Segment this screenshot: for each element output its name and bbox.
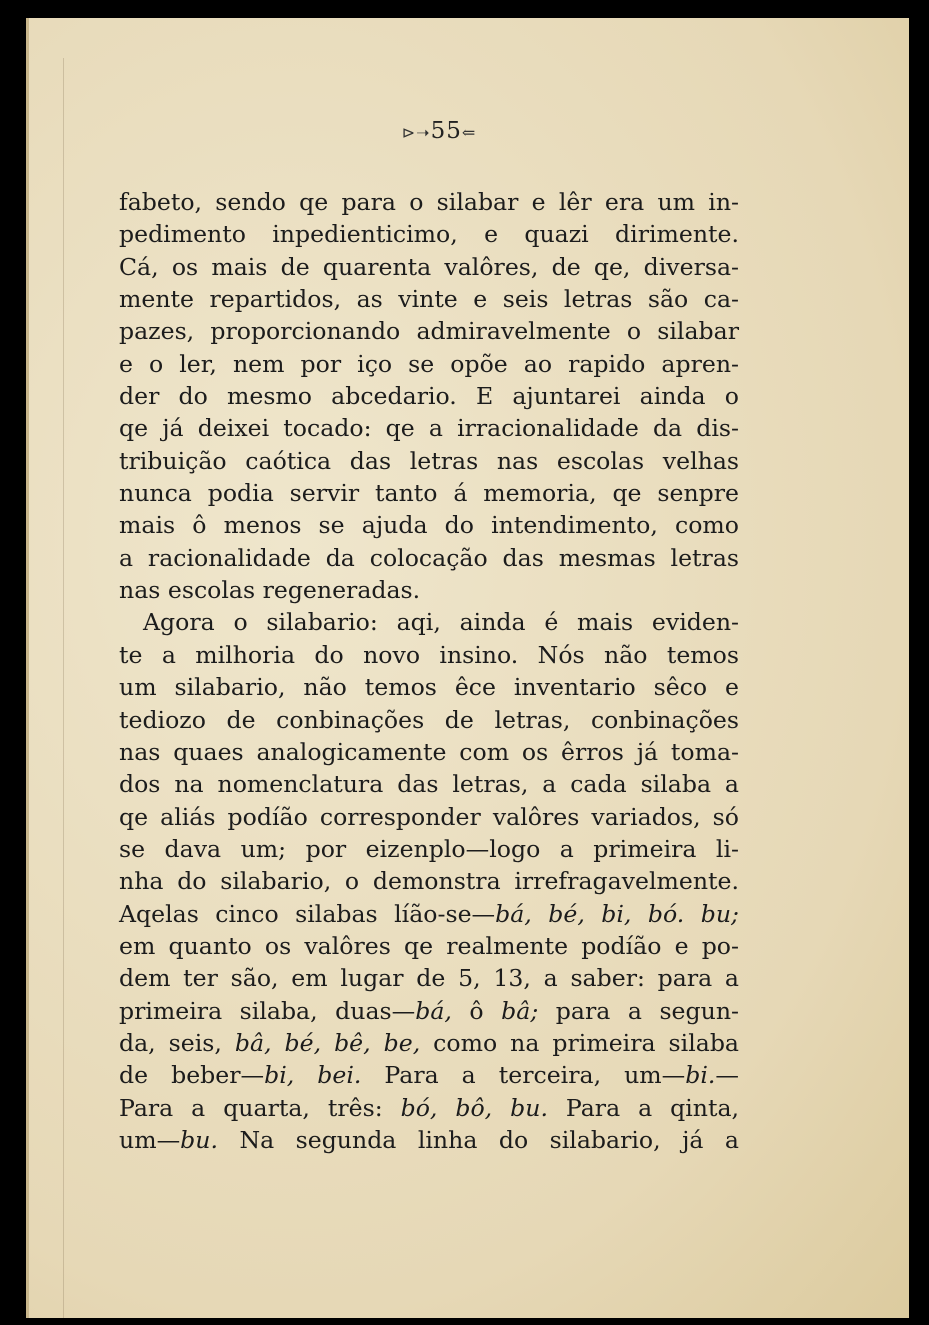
text-run: se dava um; por eizenplo—logo a primeira li-	[119, 834, 739, 863]
text-run: a racionalidade da colocação das mesmas letras	[119, 543, 739, 572]
text-run: tediozo de conbinações de letras, conbinações	[119, 705, 739, 734]
text-line	[119, 962, 739, 994]
text-line	[119, 509, 739, 541]
text-run: mente repartidos, as vinte e seis letras são ca-	[119, 285, 739, 314]
text-run: para a segun-	[538, 996, 739, 1025]
text-line	[119, 865, 739, 897]
text-run: em quanto os valôres qe realmente podíão e po-	[119, 931, 739, 960]
text-run: nas escolas regeneradas.	[119, 576, 421, 605]
text-run: Na segunda linha do silabario, já a	[217, 1125, 739, 1154]
text-line	[119, 1059, 739, 1091]
italic-syllables: bu.	[180, 1125, 218, 1154]
text-run: nunca podia servir tanto á memoria, qe senpre	[119, 479, 739, 508]
text-run: nas quaes analogicamente com os êrros já toma-	[119, 737, 739, 766]
text-run: pedimento inpedienticimo, e quazi dirimente.	[119, 220, 739, 249]
gutter-shadow	[63, 58, 64, 1318]
text-run: Agora o silabario: aqi, ainda é mais eviden-	[143, 608, 739, 637]
text-run: como na primeira silaba	[420, 1028, 739, 1057]
text-run: da, seis,	[119, 1028, 235, 1057]
page-number-header	[359, 118, 519, 144]
text-line	[119, 1027, 739, 1059]
text-line	[119, 704, 739, 736]
italic-syllables: bó, bô, bu.	[400, 1093, 548, 1122]
text-run: ô	[451, 996, 502, 1025]
book-page	[26, 18, 909, 1318]
text-line	[119, 380, 739, 412]
italic-syllables: bá,	[415, 996, 452, 1025]
text-line	[119, 283, 739, 315]
italic-syllables: bi.	[685, 1061, 716, 1090]
text-run: der do mesmo abcedario. E ajuntarei ainda o	[119, 382, 739, 411]
page-number: 55	[430, 118, 462, 144]
text-run: de beber—	[119, 1061, 265, 1090]
italic-syllables: bá, bé, bi, bó. bu;	[495, 899, 739, 928]
text-run: dos na nomenclatura das letras, a cada silaba a	[119, 770, 739, 799]
text-line	[119, 315, 739, 347]
ornament-right: ⇐	[461, 123, 477, 142]
text-line	[119, 801, 739, 833]
italic-syllables: bâ;	[501, 996, 539, 1025]
italic-syllables: bi, bei.	[264, 1061, 362, 1090]
text-line	[119, 671, 739, 703]
text-line	[119, 833, 739, 865]
text-run: —	[715, 1061, 740, 1090]
text-line	[119, 477, 739, 509]
text-line	[119, 898, 739, 930]
text-line	[119, 736, 739, 768]
text-line	[119, 348, 739, 380]
text-line	[119, 445, 739, 477]
page-body-text	[119, 186, 739, 1156]
text-line	[119, 1124, 739, 1156]
text-run: qe aliás podíão corresponder valôres variados, só	[119, 802, 739, 831]
text-run: Cá, os mais de quarenta valôres, de qe, diversa-	[119, 252, 739, 281]
text-line	[119, 251, 739, 283]
text-run: te a milhoria do novo insino. Nós não temos	[119, 640, 739, 669]
text-run: Para a quarta, três:	[119, 1093, 401, 1122]
text-run: mais ô menos se ajuda do intendimento, como	[119, 511, 739, 540]
text-run: um—	[119, 1125, 181, 1154]
text-line	[119, 218, 739, 250]
text-line	[119, 639, 739, 671]
text-line	[119, 606, 739, 638]
text-line	[119, 412, 739, 444]
text-line	[119, 930, 739, 962]
text-line	[119, 574, 739, 606]
text-run: dem ter são, em lugar de 5, 13, a saber: para a	[119, 964, 739, 993]
text-run: nha do silabario, o demonstra irrefragavelmente.	[119, 867, 739, 896]
text-run: tribuição caótica das letras nas escolas velhas	[119, 446, 739, 475]
text-line	[119, 995, 739, 1027]
text-run: Aqelas cinco silabas líão-se—	[119, 899, 496, 928]
text-run: primeira silaba, duas—	[119, 996, 416, 1025]
text-run: um silabario, não temos êce inventario sêco e	[119, 673, 739, 702]
text-line	[119, 186, 739, 218]
text-run: e o ler, nem por iço se opõe ao rapido apren-	[119, 349, 739, 378]
italic-syllables: bâ, bé, bê, be,	[234, 1028, 421, 1057]
text-line	[119, 1092, 739, 1124]
text-run: pazes, proporcionando admiravelmente o silabar	[119, 317, 739, 346]
text-run: qe já deixei tocado: qe a irracionalidade da dis-	[119, 414, 739, 443]
text-line	[119, 768, 739, 800]
text-run: Para a terceira, um—	[361, 1061, 686, 1090]
ornament-left: ⊳➝	[401, 123, 431, 142]
text-line	[119, 542, 739, 574]
text-run: fabeto, sendo qe para o silabar e lêr era um in-	[119, 188, 739, 216]
text-run: Para a qinta,	[547, 1093, 740, 1122]
